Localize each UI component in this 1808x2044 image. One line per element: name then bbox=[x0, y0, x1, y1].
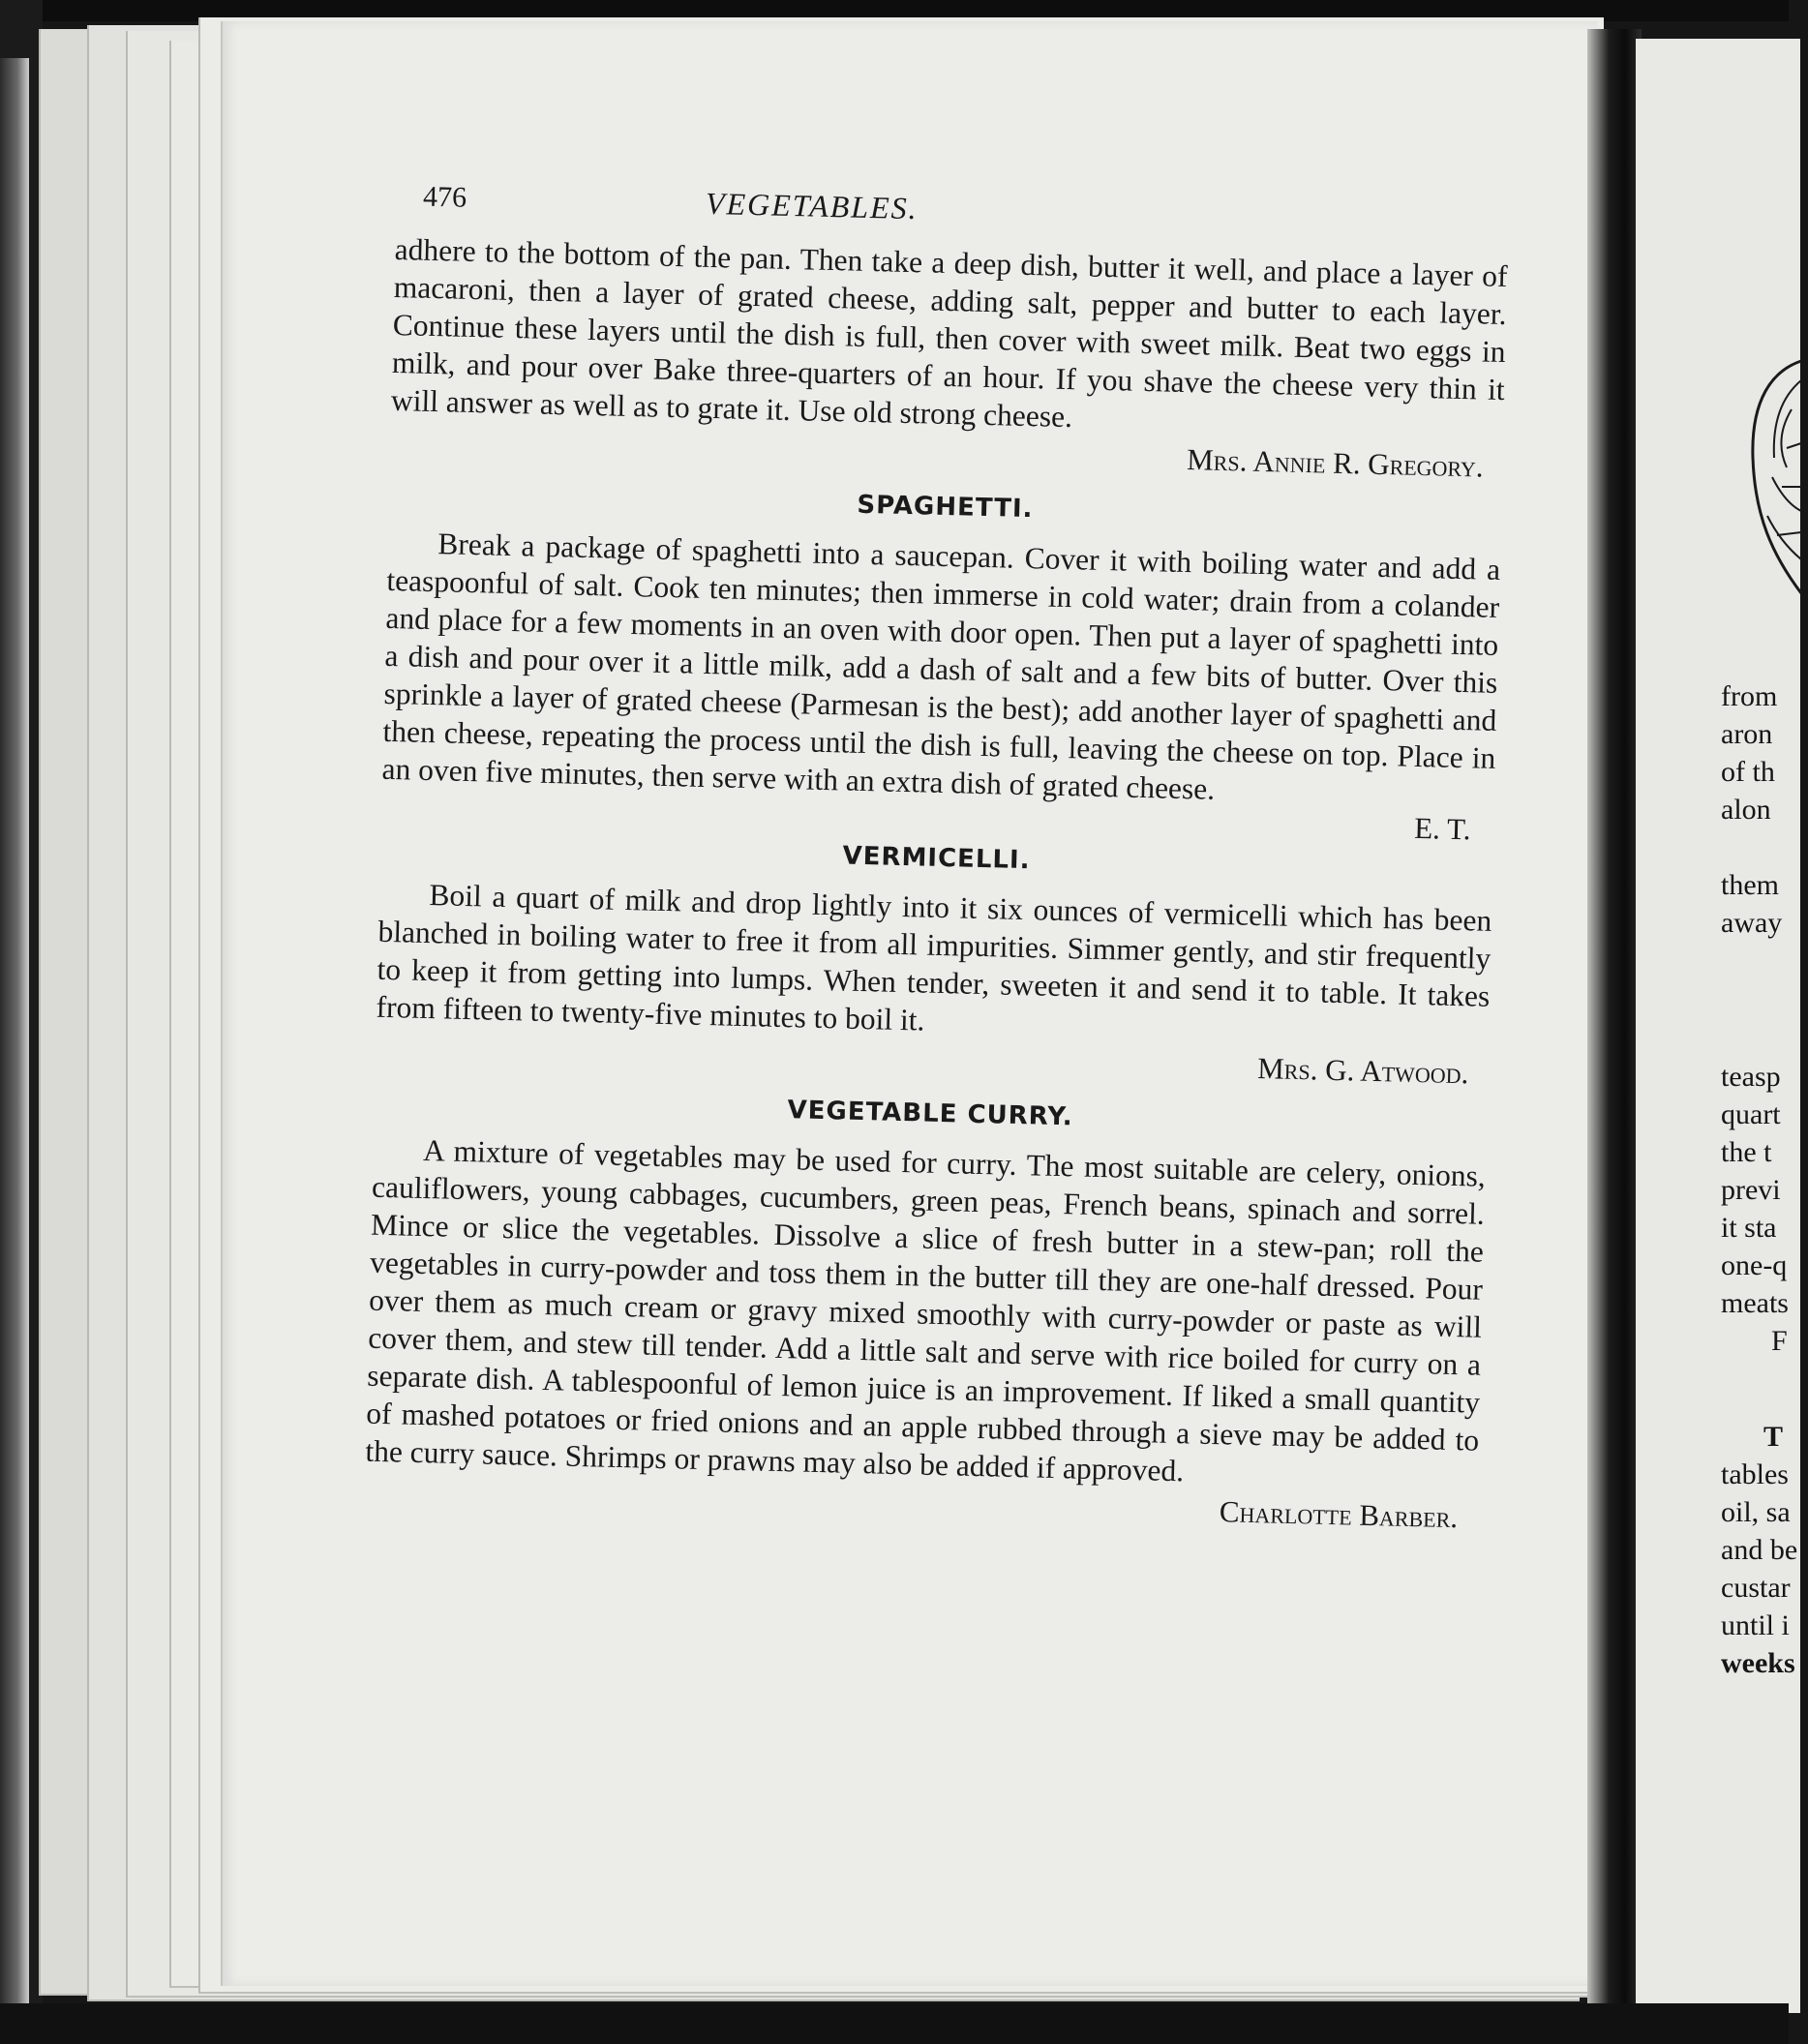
page-number: 476 bbox=[422, 180, 467, 214]
facing-line: of th bbox=[1721, 756, 1775, 788]
facing-line: previ bbox=[1721, 1174, 1781, 1206]
facing-line: the t bbox=[1721, 1136, 1772, 1168]
book-gutter bbox=[1587, 29, 1642, 2003]
recipe-signature: Charlotte Barber. bbox=[1219, 1494, 1459, 1535]
running-head: VEGETABLES. bbox=[705, 185, 919, 226]
facing-page-text bbox=[1721, 677, 1808, 1682]
recipe-body-vermicelli: Boil a quart of milk and drop lightly into it six ounces of vermicelli which has been blanched in boiling water to free it from all impurities. Simmer gently, and stir frequently to keep it from getting into lumps. When tender, sweeten it and send it to table. It takes from fifteen to twenty-five minutes to boil it. bbox=[376, 878, 1492, 1037]
continued-paragraph: adhere to the bottom of the pan. Then take a deep dish, butter it well, and place a layer of macaroni, then a layer of grated cheese, adding salt, pepper and butter to each layer. Continue these layers until the dish is full, then cover with sweet milk. Beat two eggs in milk, and pour over Bake three-quarters of an hour. If you shave the cheese very thin it will answer as well as to grate it. Use old strong cheese. bbox=[390, 231, 1508, 435]
facing-heading-letter: F bbox=[1771, 1325, 1788, 1357]
recipe-signature: Mrs. Annie R. Gregory. bbox=[1186, 442, 1485, 484]
facing-line: teasp bbox=[1721, 1061, 1781, 1093]
facing-gap bbox=[1721, 1000, 1808, 1058]
facing-line: quart bbox=[1721, 1098, 1781, 1130]
facing-line: away bbox=[1721, 907, 1783, 939]
facing-line: meats bbox=[1721, 1287, 1789, 1319]
facing-line: until i bbox=[1721, 1609, 1790, 1641]
page-text-block bbox=[364, 163, 1510, 1540]
facing-gap bbox=[1721, 942, 1808, 1000]
recipe-title-vermicelli: VERMICELLI. bbox=[842, 841, 1031, 876]
facing-line: them bbox=[1721, 869, 1779, 901]
scan-border-bottom bbox=[0, 2003, 1789, 2044]
book-cover-edge bbox=[0, 58, 29, 2013]
recipe-body-vegetable-curry: A mixture of vegetables may be used for curry. The most suitable are celery, onions, cauliflowers, young cabbages, cucumbers, green peas, French beans, spinach and sorrel. Mince or slice the vegetables. Dissolve a slice of fresh butter in a stew-pan; roll the vegetables in curry-powder and toss them in the butter till they are one-half dressed. Pour over them as much cream or gravy mixed smoothly with curry-powder or paste as will cover them, and stew till tender. Add a little salt and serve with rice boiled for curry on a separate dish. A tablespoonful of lemon juice is an improvement. If liked a small quantity of mashed potatoes or fried onions and an apple rubbed through a sieve may be added to the curry sauce. Shrimps or prawns may also be added if approved. bbox=[365, 1132, 1487, 1488]
engraving-illustration bbox=[1733, 351, 1801, 603]
recipe-body-spaghetti: Break a package of spaghetti into a saucepan. Cover it with boiling water and add a teaspoonful of salt. Cook ten minutes; then immerse in cold water; drain from a colander and place for a few moments in an oven with door open. Then put a layer of spaghetti into a dish and pour over it a little milk, add a dash of salt and a few bits of butter. Over this sprinkle a layer of grated cheese (Parmesan is the best); add another layer of spaghetti and then cheese, repeating the process until the dish is full, leaving the cheese on top. Place in an oven five minutes, then serve with an extra dish of grated cheese. bbox=[381, 526, 1501, 806]
recipe-signature: E. T. bbox=[1413, 810, 1471, 847]
facing-line: alon bbox=[1721, 794, 1771, 826]
facing-line: from bbox=[1721, 680, 1778, 712]
recipe-signature: Mrs. G. Atwood. bbox=[1256, 1051, 1469, 1091]
recipe-body-row bbox=[381, 524, 1501, 847]
facing-line: oil, sa bbox=[1721, 1496, 1791, 1528]
recipe-title-spaghetti: SPAGHETTI. bbox=[857, 490, 1034, 525]
facing-line: it sta bbox=[1721, 1212, 1777, 1244]
facing-line: weeks bbox=[1721, 1647, 1795, 1679]
facing-line: one-q bbox=[1721, 1249, 1788, 1281]
facing-gap bbox=[1721, 1360, 1808, 1418]
facing-line: aron bbox=[1721, 718, 1773, 750]
facing-line: tables bbox=[1721, 1458, 1789, 1490]
facing-heading-letter: T bbox=[1763, 1421, 1784, 1453]
facing-line: custar bbox=[1721, 1572, 1791, 1604]
facing-line: and be bbox=[1721, 1534, 1798, 1566]
recipe-title-vegetable-curry: VEGETABLE CURRY. bbox=[787, 1096, 1074, 1132]
facing-line bbox=[1721, 828, 1808, 866]
